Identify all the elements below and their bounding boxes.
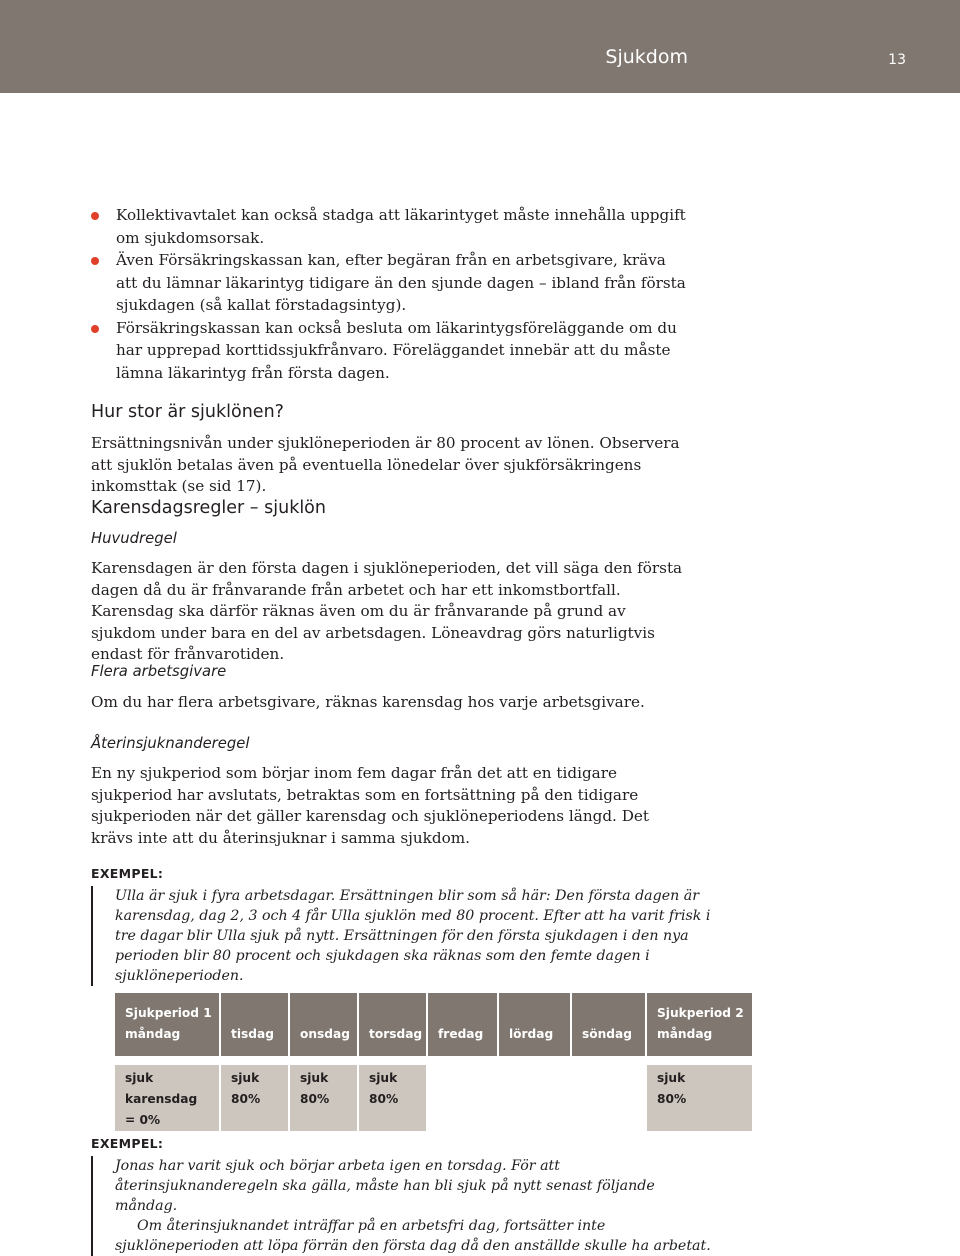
status-status: sjuk: [231, 1071, 260, 1085]
list-item: Kollektivavtalet kan också stadga att läkarintyget måste innehålla uppgift om sjukdomsorsak.: [91, 204, 691, 249]
period-label: Sjukperiod 2: [657, 1006, 744, 1020]
page-header: [0, 0, 960, 93]
period-label: [369, 1006, 426, 1027]
example-text: Ulla är sjuk i fyra arbetsdagar. Ersättningen blir som så här: Den första dagen är karensdag, dag 2, 3 och 4 får Ulla sjuklön med 80 procent. Efter att ha varit frisk i tre dagar blir Ulla sjuk på nytt. Ersättningen för den första sjukdagen i den nya perioden blir 80 procent och sjukdagen ska räknas som den femte dagen i sjuklöneperioden.: [115, 888, 711, 984]
day-label: torsdag: [369, 1027, 423, 1041]
day-label: fredag: [438, 1027, 484, 1041]
sjuklon-text: Ersättningsnivån under sjuklöneperioden är 80 procent av lönen. Observera att sjuklön betalas även på eventuella lönedelar över sjukförsäkringens inkomsttak (se sid 17).: [91, 434, 680, 495]
day-label: lördag: [509, 1027, 554, 1041]
list-item: Även Försäkringskassan kan, efter begäran från en arbetsgivare, kräva att du lämnar läkarintyg tidigare än den sjunde dagen – ibland från första sjukdagen (så kallat förstadagsintyg).: [91, 249, 691, 317]
status-pay: 80%: [657, 1092, 687, 1106]
status-status: sjuk: [369, 1071, 398, 1085]
week-day-header: [221, 993, 288, 1056]
section-title: Sjukdom: [605, 46, 688, 68]
day-status-cell: [572, 1065, 645, 1131]
status-status: sjuk: [125, 1071, 154, 1085]
bullet-dot-icon: [91, 325, 99, 333]
week-day-header: [572, 993, 645, 1056]
period-label: [438, 1006, 497, 1027]
status-status: sjuk: [657, 1071, 686, 1085]
huvudregel-text: Karensdagen är den första dagen i sjuklöneperioden, det vill säga den första dagen då du är frånvarande från arbetet och har ett inkomstbortfall. Karensdag ska därför räknas även om du är frånvarande på grund av sjukdom under bara en del av arbetsdagen. Löneavdrag görs naturligtvis endast för frånvarotiden.: [91, 559, 683, 663]
day-label: söndag: [582, 1027, 632, 1041]
week-day-header: [428, 993, 497, 1056]
day-label: måndag: [125, 1027, 181, 1041]
bullet-dot-icon: [91, 212, 99, 220]
example-label: EXEMPEL:: [91, 866, 164, 881]
status-pay: 80%: [300, 1092, 330, 1106]
example-box: [91, 1156, 715, 1256]
status-pay: karensdag: [125, 1092, 198, 1106]
bullet-dot-icon: [91, 257, 99, 265]
ater-title: Återinsjuknanderegel: [91, 735, 250, 752]
status-pay: 80%: [231, 1092, 261, 1106]
day-status-cell: [115, 1065, 219, 1131]
huvudregel-title: Huvudregel: [91, 530, 177, 547]
week-table: [113, 993, 754, 1131]
ater-text: En ny sjukperiod som börjar inom fem dagar från det att en tidigare sjukperiod har avslutats, betraktas som en fortsättning på den tidigare sjukperioden när det gäller karensdag och sjuklöneperiodens längd. Det krävs inte att du återinsjuknar i samma sjukdom.: [91, 764, 649, 847]
karens-heading: Karensdagsregler – sjuklön: [91, 498, 326, 518]
flera-title: Flera arbetsgivare: [91, 663, 227, 680]
example-label: EXEMPEL:: [91, 1136, 164, 1151]
week-day-header: [290, 993, 357, 1056]
week-day-header: [499, 993, 570, 1056]
period-label: [509, 1006, 570, 1027]
day-label: måndag: [657, 1027, 713, 1041]
status-pay2: = 0%: [125, 1113, 161, 1127]
week-day-header: [647, 993, 752, 1056]
list-item: Försäkringskassan kan också besluta om läkarintygsföreläggande om du har upprepad korttidssjukfrånvaro. Föreläggandet innebär att du måste lämna läkarintyg från första dagen.: [91, 317, 691, 385]
day-status-cell: [221, 1065, 288, 1131]
day-status-cell: [647, 1065, 752, 1131]
example-text: Jonas har varit sjuk och börjar arbeta igen en torsdag. För att återinsjuknanderegeln ska gälla, måste han bli sjuk på nytt senast följande måndag.: [115, 1158, 655, 1214]
period-label: [300, 1006, 357, 1027]
status-status: sjuk: [300, 1071, 329, 1085]
sjuklon-heading: Hur stor är sjuklönen?: [91, 402, 284, 422]
day-status-cell: [359, 1065, 426, 1131]
example-box: [91, 886, 715, 986]
week-day-header: [359, 993, 426, 1056]
bullet-list: [91, 204, 691, 384]
week-header-row: [115, 993, 752, 1056]
flera-text: Om du har flera arbetsgivare, räknas karensdag hos varje arbetsgivare.: [91, 693, 645, 711]
day-label: tisdag: [231, 1027, 274, 1041]
status-pay: 80%: [369, 1092, 399, 1106]
period-label: [582, 1006, 645, 1027]
day-label: onsdag: [300, 1027, 350, 1041]
day-status-cell: [428, 1065, 497, 1131]
page-number: 13: [888, 52, 906, 68]
week-day-header: [115, 993, 219, 1056]
day-status-cell: [499, 1065, 570, 1131]
day-status-cell: [290, 1065, 357, 1131]
period-label: [231, 1006, 288, 1027]
week-status-row: [115, 1065, 752, 1131]
bullet-section: [91, 204, 691, 384]
example-text: Om återinsjuknandet inträffar på en arbetsfri dag, fortsätter inte sjuklöneperioden att löpa förrän den första dag då den anställde skulle ha arbetat.: [115, 1218, 711, 1254]
period-label: Sjukperiod 1: [125, 1006, 212, 1020]
